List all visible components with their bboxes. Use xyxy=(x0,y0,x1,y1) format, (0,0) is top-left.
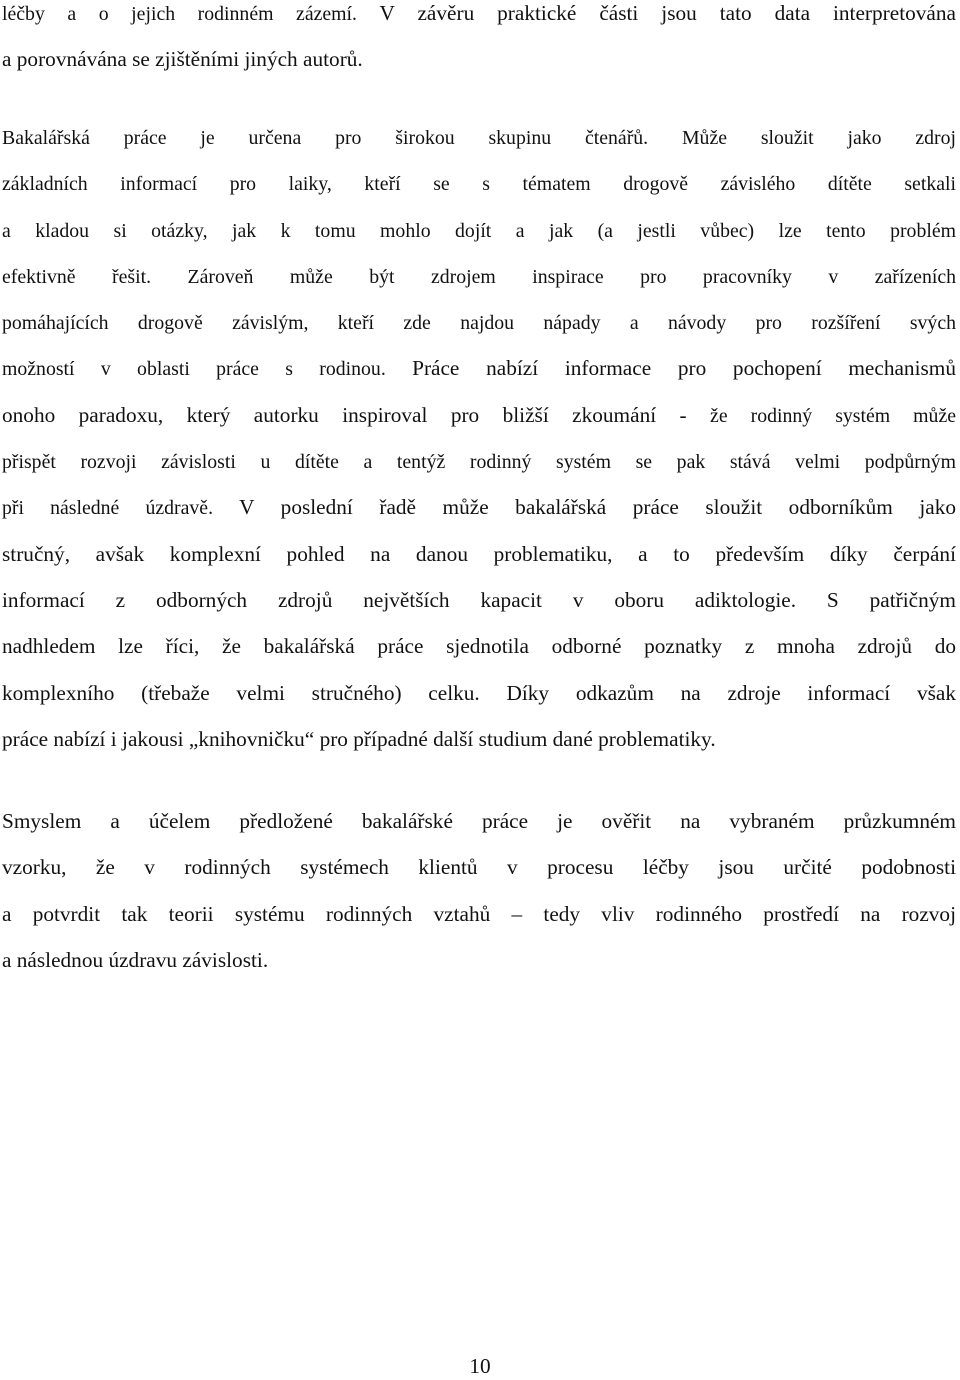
text-run: a porovnávána se zjištěními jiných autorů. xyxy=(2,47,363,72)
text-line xyxy=(2,299,956,345)
text-run: léčby a o jejich rodinném zázemí. xyxy=(2,3,380,25)
text-run: komplexního (třebaže velmi stručného) celku. Díky odkazům na zdroje informací však xyxy=(2,680,956,705)
text-run: základních informací pro laiky, kteří se s tématem drogově závislého dítěte setkali xyxy=(2,173,956,196)
text-line xyxy=(2,392,956,438)
text-run: možností v oblasti práce s rodinou. xyxy=(2,358,413,381)
paragraph-purpose xyxy=(2,798,956,983)
text-run: a kladou si otázky, jak k tomu mohlo dojít a jak (a jestli vůbec) lze tento problém xyxy=(2,219,956,242)
text-line xyxy=(2,484,956,530)
text-line xyxy=(2,207,956,253)
text-line xyxy=(2,844,956,890)
text-line xyxy=(2,0,956,36)
text-run: Smyslem a účelem předložené bakalářské práce je ověřit na vybraném průzkumném xyxy=(2,809,956,833)
text-run: vzorku, že v rodinných systémech klientů v procesu léčby jsou určité podobnosti xyxy=(2,855,956,880)
text-run: že rodinný systém může xyxy=(710,404,957,427)
text-run: nadhledem lze říci, že bakalářská práce sjednotila odborné poznatky z mnoha zdrojů do xyxy=(2,634,956,659)
text-run: informací z odborných zdrojů největších kapacit v oboru adiktologie. S patřičným xyxy=(2,587,956,612)
text-run: přispět rozvoji závislosti u dítěte a tentýž rodinný systém se pak stává velmi podpůrným xyxy=(2,451,956,474)
text-line xyxy=(2,114,956,160)
text-run: onoho paradoxu, který autorku inspiroval pro bližší zkoumání - xyxy=(2,402,711,427)
text-run: a potvrdit tak teorii systému rodinných vztahů – tedy vliv rodinného prostředí na rozvoj xyxy=(2,901,956,926)
text-line xyxy=(2,577,956,623)
text-run: efektivně řešit. Zároveň může být zdrojem inspirace pro pracovníky v zařízeních xyxy=(2,265,956,288)
text-line xyxy=(2,253,956,299)
text-run: V závěru praktické části jsou tato data interpretována xyxy=(379,1,956,25)
paragraph-intro-continuation xyxy=(2,0,956,83)
text-line xyxy=(2,623,956,669)
text-run: V poslední řadě může bakalářská práce sloužit odborníkům jako xyxy=(239,495,956,520)
text-line xyxy=(2,891,956,937)
text-run: stručný, avšak komplexní pohled na danou problematiku, a to především díky čerpání xyxy=(2,541,956,566)
paragraph-audience xyxy=(2,114,956,762)
text-line xyxy=(2,36,956,82)
text-line xyxy=(2,937,956,983)
text-run: a následnou úzdravu závislosti. xyxy=(2,947,269,972)
text-run: práce nabízí i jakousi „knihovničku“ pro případné další studium dané problematiky. xyxy=(2,726,716,751)
text-line xyxy=(2,345,956,391)
text-line xyxy=(2,716,956,762)
text-run: pomáhajících drogově závislým, kteří zde najdou nápady a návody pro rozšíření svých xyxy=(2,312,956,335)
text-line xyxy=(2,531,956,577)
text-run: při následné úzdravě. xyxy=(2,497,240,520)
text-run: Bakalářská práce je určena pro širokou skupinu čtenářů. Může sloužit jako zdroj xyxy=(2,127,956,149)
text-line xyxy=(2,798,956,844)
text-line xyxy=(2,670,956,716)
text-run: Práce nabízí informace pro pochopení mechanismů xyxy=(412,356,956,381)
text-line xyxy=(2,160,956,206)
page-number: 10 xyxy=(469,1354,491,1378)
text-line xyxy=(2,438,956,484)
